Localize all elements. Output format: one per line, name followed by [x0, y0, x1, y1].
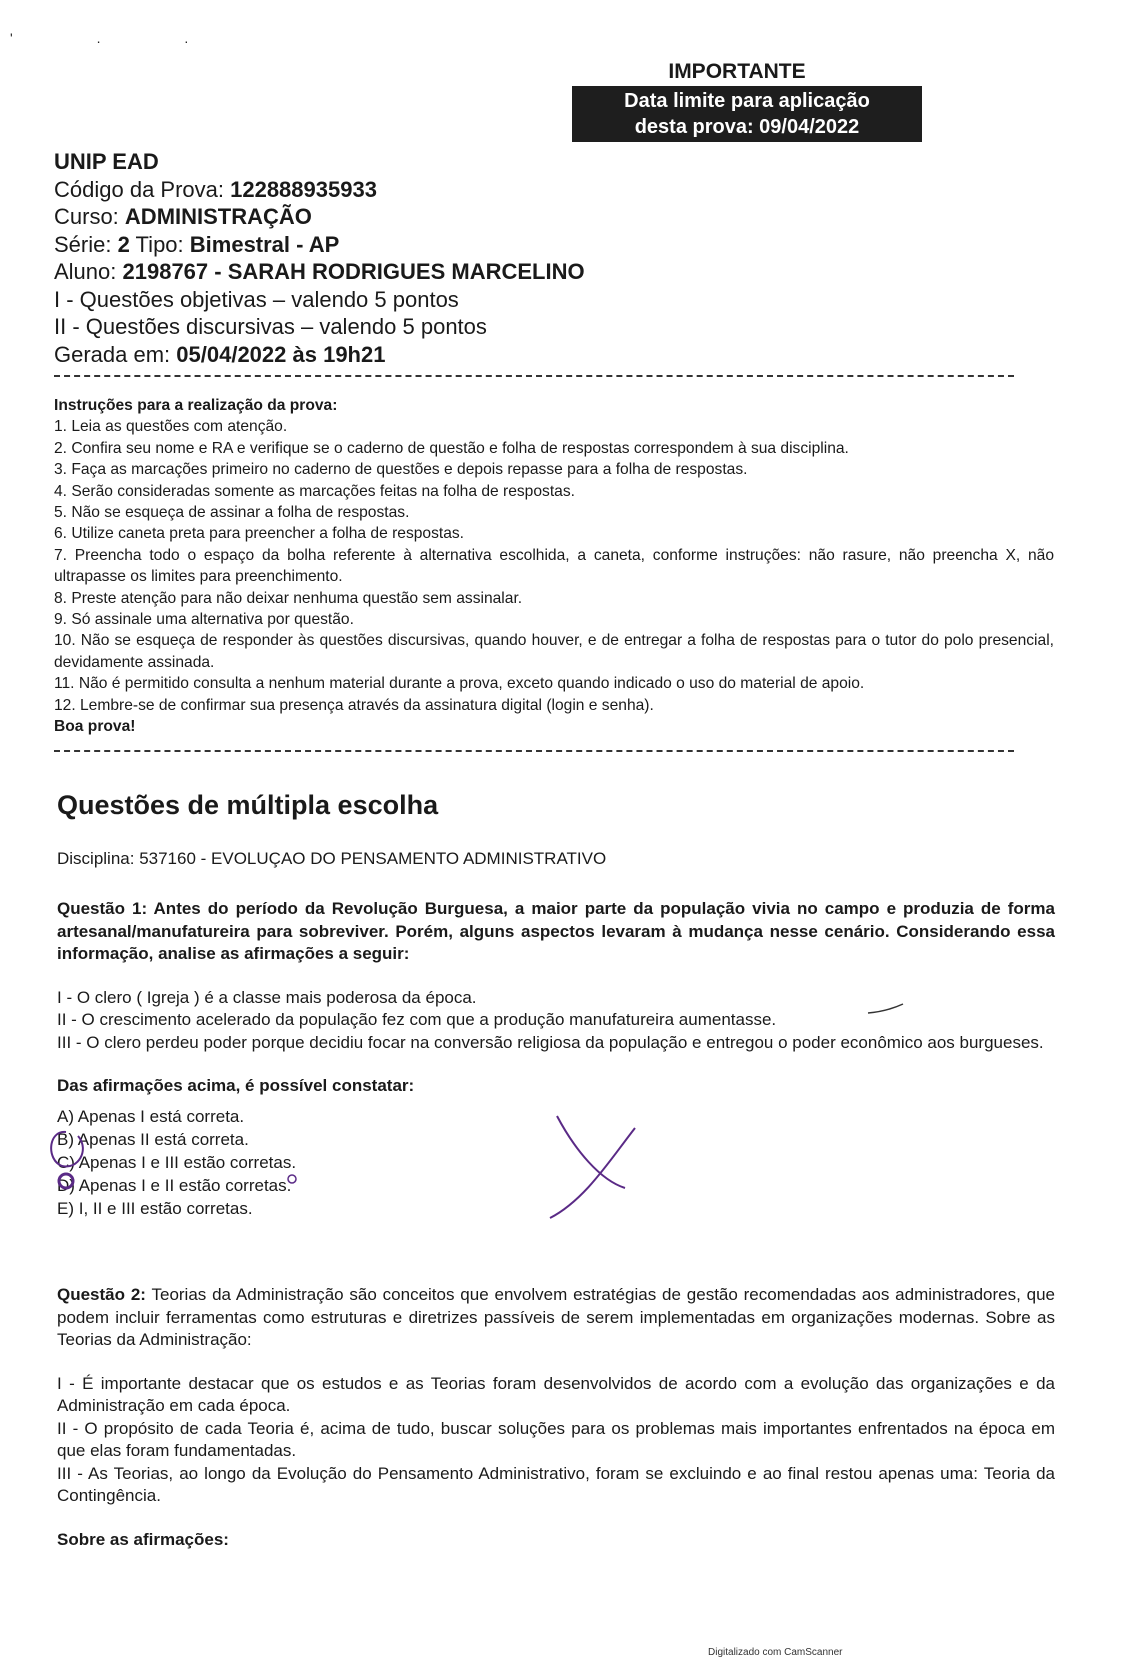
question-2-prompt: Sobre as afirmações: [57, 1529, 229, 1549]
instruction-item: 4. Serão consideradas somente as marcações feitas na folha de respostas. [54, 482, 575, 500]
question-1-prompt: Das afirmações acima, é possível constatar: [57, 1076, 415, 1095]
objective-line: I - Questões objetivas – valendo 5 pontos [54, 286, 459, 312]
question-2 [57, 1284, 1055, 1551]
course-line: Curso: ADMINISTRAÇÃO [54, 204, 312, 229]
instruction-item: 11. Não é permitido consulta a nenhum material durante a prova, exceto quando indicado o uso do material de apoio. [54, 675, 865, 693]
alternative-b[interactable]: B) Apenas II está correta. [57, 1129, 249, 1149]
question-2-stem: Questão 2: Teorias da Administração são conceitos que envolvem estratégias de gestão recomendadas aos administradores, que podem incluir ferramentas como estruturas e diretrizes passíveis de serem implementadas em organizações modernas. Sobre as Teorias da Administração: [57, 1285, 1056, 1349]
series-line: Série: 2 Tipo: Bimestral - AP [54, 231, 340, 257]
alternative-a[interactable]: A) Apenas I está correta. [57, 1106, 245, 1126]
exam-type: Bimestral - AP [189, 231, 340, 257]
course: ADMINISTRAÇÃO [124, 204, 312, 229]
statement: II - O crescimento acelerado da população fez com que a produção manufatureira aumentasse. [57, 1010, 777, 1029]
important-title: IMPORTANTE [668, 60, 806, 83]
generated-date: 05/04/2022 às 19h21 [176, 341, 386, 367]
series: 2 [117, 231, 130, 257]
scan-specks: ' . . [10, 30, 229, 46]
divider-bottom [54, 750, 1014, 752]
deadline-line-1: Data limite para aplicação [624, 90, 870, 112]
statement: II - O propósito de cada Teoria é, acima de tudo, buscar soluções para os problemas mais importantes enfrentados na época em que elas foram fundamentadas. [57, 1418, 1055, 1460]
institution: UNIP EAD [54, 149, 159, 174]
alternative-d[interactable]: D) Apenas I e II estão corretas. [57, 1175, 292, 1195]
instruction-item: 8. Preste atenção para não deixar nenhuma questão sem assinalar. [54, 589, 523, 607]
instructions-closing: Boa prova! [54, 718, 136, 736]
deadline-box [572, 86, 922, 142]
statement: I - É importante destacar que os estudos e as Teorias foram desenvolvidos de acordo com a evolução das organizações e da Administração em cada época. [57, 1373, 1055, 1415]
question-1-alternatives [57, 1106, 1055, 1221]
instruction-item: 7. Preencha todo o espaço da bolha referente à alternativa escolhida, a caneta, conforme instruções: não rasure, não preencha X, não ultrapasse os limites para preenchimento. [54, 546, 1054, 586]
exam-code-line: Código da Prova: 122888935933 [54, 176, 377, 202]
scanner-footer: Digitalizado com CamScanner [708, 1647, 843, 1658]
instruction-item: 6. Utilize caneta preta para preencher a folha de respostas. [54, 525, 465, 543]
question-1-stem: Questão 1: Antes do período da Revolução Burguesa, a maior parte da população vivia no campo e produzia de forma artesanal/manufatureira para sobreviver. Porém, alguns aspectos levaram à mudança nesse cenário. Considerando essa informação, analise as afirmações a seguir: [57, 899, 1055, 963]
discipline: Disciplina: 537160 - EVOLUÇAO DO PENSAMENTO ADMINISTRATIVO [57, 849, 607, 868]
instruction-item: 12. Lembre-se de confirmar sua presença através da assinatura digital (login e senha). [54, 696, 654, 714]
student: 2198767 - SARAH RODRIGUES MARCELINO [122, 259, 585, 284]
instructions [54, 395, 1054, 738]
instruction-item: 2. Confira seu nome e RA e verifique se o caderno de questão e folha de respostas correspondem à sua disciplina. [54, 439, 849, 457]
generated-line: Gerada em: 05/04/2022 às 19h21 [54, 341, 386, 367]
section-title: Questões de múltipla escolha [57, 790, 439, 820]
exam-code: 122888935933 [230, 176, 377, 202]
student-line: Aluno: 2198767 - SARAH RODRIGUES MARCELINO [54, 259, 585, 284]
instructions-title: Instruções para a realização da prova: [54, 397, 338, 414]
alternative-c[interactable]: C) Apenas I e III estão corretas. [57, 1152, 297, 1172]
exam-header [54, 148, 1034, 368]
important-notice [572, 60, 922, 142]
question-2-label: Questão 2: [57, 1285, 146, 1304]
instruction-item: 3. Faça as marcações primeiro no caderno de questões e depois repasse para a folha de respostas. [54, 461, 748, 479]
statement: I - O clero ( Igreja ) é a classe mais poderosa da época. [57, 987, 477, 1007]
question-1 [57, 898, 1055, 1221]
divider-top [54, 375, 1014, 377]
statement: III - O clero perdeu poder porque decidiu focar na conversão religiosa da população e entregou o poder econômico aos burgueses. [57, 1032, 1044, 1052]
instruction-item: 1. Leia as questões com atenção. [54, 418, 288, 436]
instruction-item: 5. Não se esqueça de assinar a folha de respostas. [54, 504, 410, 522]
instruction-item: 10. Não se esqueça de responder às questões discursivas, quando houver, e de entregar a folha de respostas para o tutor do polo presencial, devidamente assinada. [54, 632, 1054, 671]
deadline-line-2: desta prova: 09/04/2022 [634, 116, 860, 138]
statement: III - As Teorias, ao longo da Evolução do Pensamento Administrativo, foram se excluindo e ao final restou apenas uma: Teoria da Contingência. [57, 1463, 1055, 1505]
discursive-line: II - Questões discursivas – valendo 5 pontos [54, 314, 487, 339]
alternative-e[interactable]: E) I, II e III estão corretas. [57, 1198, 253, 1218]
instruction-item: 9. Só assinale uma alternativa por questão. [54, 611, 354, 629]
